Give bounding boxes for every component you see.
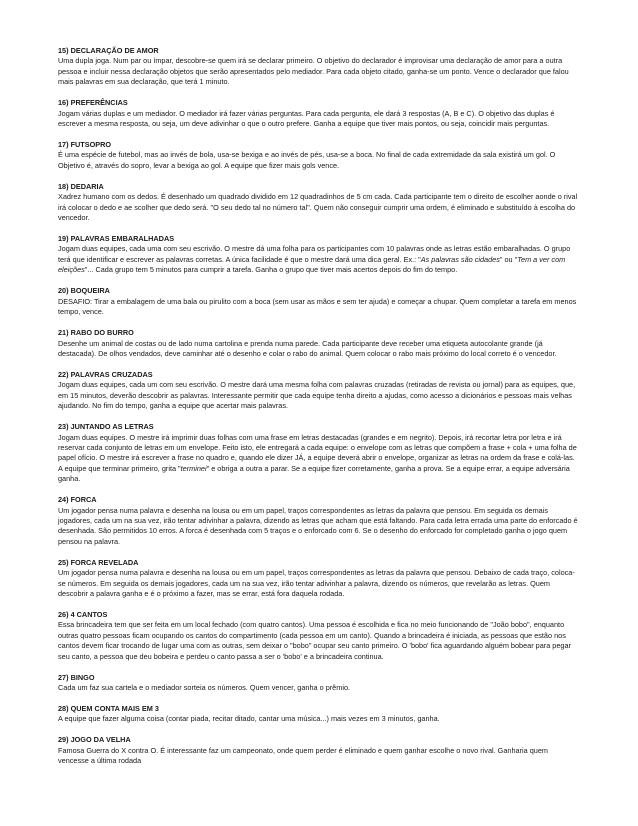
section-18 bbox=[58, 182, 580, 224]
section-body: É uma espécie de futebol, mas ao invés de bola, usa-se bexiga e ao invés de pés, usa-se a boca. No final de cada extremidade da sala existirá um gol. O Objetivo é, através do sopro, levar a bexiga ao gol. A equipe que fizer mais gols vence. bbox=[58, 150, 556, 170]
section-body: Desenhe um animal de costas ou de lado numa cartolina e prenda numa parede. Cada participante deve receber uma etiqueta autocolante grande (já destacada). De olhos vendados, deve caminhar até o desenho e colar o rabo do animal. Quem colocar o rabo mais próximo do local correto é o vencedor. bbox=[58, 338, 557, 358]
section-body: Uma dupla joga. Num par ou ímpar, descobre-se quem irá se declarar primeiro. O objetivo do declarador é improvisar uma declaração de amor para a outra pessoa e incluir nessa declaração objetos que serão apresentados pelo mediador. Para cada objeto citado, ganha-se um ponto. Vence o declarador que falou mais palavras em sua declaração, que terá 1 minuto. bbox=[58, 56, 569, 87]
section-28 bbox=[58, 704, 580, 725]
body-text: " e obriga a outra a parar. Se a equipe fizer corretamente, ganha a prova. Se a equipe errar, a equipe adversária ganha. bbox=[58, 463, 570, 484]
section-17 bbox=[58, 140, 580, 171]
section-body: Famosa Guerra do X contra O. É interessante faz um campeonato, onde quem perder é eliminado e quem ganhar escolhe o novo rival. Ganharia quem vencesse a última rodada bbox=[58, 745, 548, 766]
body-emphasis: As palavras são cidades bbox=[420, 254, 500, 264]
section-24 bbox=[58, 495, 580, 547]
section-title: 19) PALAVRAS EMBARALHADAS bbox=[58, 234, 175, 244]
section-title: 27) BINGO bbox=[58, 672, 95, 682]
section-body: Xadrez humano com os dedos. É desenhado um quadrado dividido em 12 quadradinhos de 5 cm cada. Cada participante tem o direito de escolher aonde o rival irá colocar o dedo e ae scolher que dedo será. "O seu dedo tal no número tal". Quem não conseguir cumprir uma ordem, é eliminado e substituído à escolha do vencedor. bbox=[58, 192, 578, 223]
section-title: 16) PREFERÊNCIAS bbox=[58, 98, 128, 108]
body-text: "... Cada grupo tem 5 minutos para cumprir a tarefa. Ganha o grupo que tiver mais acertos depois do fim do tempo. bbox=[84, 265, 458, 275]
section-title: 23) JUNTANDO AS LETRAS bbox=[58, 422, 154, 432]
section-22 bbox=[58, 370, 580, 412]
section-19 bbox=[58, 234, 580, 276]
section-title: 25) FORCA REVELADA bbox=[58, 557, 139, 567]
section-body: Jogam duas equipes, cada um com seu escrivão. O mestre dará uma mesma folha com palavras cruzadas (retiradas de revista ou jornal) para as equipes, que, em 15 minutos, deverão descobrir as palavras. Interessante permitir que cada equipe tenha direito a ajudas, como acesso a dicionários e pessoas mais velhas ajudando. No fim do tempo, ganha a equipe que acertar mais palavras. bbox=[58, 380, 576, 411]
section-21 bbox=[58, 328, 580, 359]
section-title: 22) PALAVRAS CRUZADAS bbox=[58, 369, 153, 379]
section-body: Essa brincadeira tem que ser feita em um local fechado (com quatro cantos). Uma pessoa é escolhida e fica no meio funcionando de "João bobo", enquanto outras quatro pessoas ficam ocupando os cantos do compartimento (cada pessoa em um canto). Quando a brincadeira é iniciada, as pessoas que estão nos cantos devem ficar trocando de lugar uma com as outras, sem deixar o "bobo" ocupar seu canto primeiro. O 'bobo' fica aguardando alguém bobear para pegar seu canto, a pessoa que deu bobeira e perdeu o canto passa a ser o 'bobo' e a brincadeira continua. bbox=[58, 620, 571, 661]
body-emphasis: Tem a ver com eleições bbox=[58, 254, 566, 275]
section-title: 18) DEDARIA bbox=[58, 181, 104, 191]
section-23 bbox=[58, 422, 580, 484]
section-body: Um jogador pensa numa palavra e desenha na lousa ou em um papel, traços correspondentes as letras da palavra que pensou. Debaixo de cada traço, coloca-se números. Em seguida os demais jogadores, cada um na sua vez, irão tentar adivinhar a palavra, dizendo os números, que revelarão as letras. Quem descobrir a palavra ganha e é o próximo a fazer, mas se errar, está fora daquela rodada. bbox=[58, 568, 575, 598]
section-body: Cada um faz sua cartela e o mediador sorteia os números. Quem vencer, ganha o prêmio. bbox=[58, 683, 351, 693]
section-title: 21) RABO DO BURRO bbox=[58, 328, 134, 338]
section-title: 20) BOQUEIRA bbox=[58, 286, 110, 296]
section-29 bbox=[58, 735, 580, 766]
section-15 bbox=[58, 46, 580, 88]
body-emphasis: terminei bbox=[180, 463, 207, 473]
section-20 bbox=[58, 286, 580, 317]
section-body: Jogam várias duplas e um mediador. O mediador irá fazer várias perguntas. Para cada pergunta, ele dará 3 respostas (A, B e C). O objetivo das duplas é escrever a mesma resposta, ou seja, um deve adivinhar o que o outro prefere. Ganha a equipe que tiver mais pontos, ou seja, coincidir mais perguntas. bbox=[58, 108, 555, 129]
section-27 bbox=[58, 673, 580, 694]
body-text: " ou " bbox=[499, 254, 518, 264]
section-body bbox=[58, 244, 580, 275]
section-title: 17) FUTSOPRO bbox=[58, 140, 112, 150]
section-body bbox=[58, 433, 580, 485]
section-16 bbox=[58, 98, 580, 129]
section-title: 24) FORCA bbox=[58, 495, 97, 505]
document-page bbox=[58, 46, 580, 777]
section-26 bbox=[58, 610, 580, 662]
section-title: 26) 4 CANTOS bbox=[58, 610, 108, 619]
body-text: Jogam duas equipes, cada uma com seu escrivão. O mestre dá uma folha para os participantes com 10 palavras onde as letras estão embaralhadas. O grupo terá que identificar e escrever as palavras corretas. A única facilidade é que o mestre dará uma dica geral. Ex.: " bbox=[58, 244, 571, 264]
section-body: Um jogador pensa numa palavra e desenha na lousa ou em um papel, traços correspondentes as letras da palavra que pensou. Em seguida os demais jogadores, cada um na sua vez, irão tentar adivinhar a palavra, dizendo as letras que acham que está faltando. Para cada letra errada uma parte do enforcado é desenhada. São permitidos 10 erros. A forca é desenhada com 5 traços e o enforcado com 6. Se o desenho do enforcado for completado ganha o jogo quem pensou na palavra. bbox=[58, 505, 578, 546]
section-title: 15) DECLARAÇÃO DE AMOR bbox=[58, 46, 159, 55]
section-body: A equipe que fazer alguma coisa (contar piada, recitar ditado, cantar uma música...) mais vezes em 3 minutos, ganha. bbox=[58, 714, 440, 724]
section-title: 29) JOGO DA VELHA bbox=[58, 735, 131, 745]
section-body: DESAFIO: Tirar a embalagem de uma bala ou pirulito com a boca (sem usar as mãos e sem ter ajuda) e começar a chupar. Quem completar a tarefa em menos tempo, vence. bbox=[58, 296, 577, 317]
body-text: Jogam duas equipes. O mestre irá imprimir duas folhas com uma frase em letras destacadas (grandes e em negrito). Depois, irá recortar letra por letra e irá reservar cada conjunto de letras em um envelope. Feito isto, ele entregará a cada equipe: o envelope com as letras que compõem a frase + cola + uma folha de papel ofício. O mestre irá escrever a frase no quadro e, quando ele dizer JÁ, a equipe deverá abrir o envelope, organizar as letras na ordem da frase e colá-las. A equipe que terminar primeiro, grita " bbox=[58, 432, 577, 473]
section-25 bbox=[58, 558, 580, 600]
section-title: 28) QUEM CONTA MAIS EM 3 bbox=[58, 704, 159, 714]
